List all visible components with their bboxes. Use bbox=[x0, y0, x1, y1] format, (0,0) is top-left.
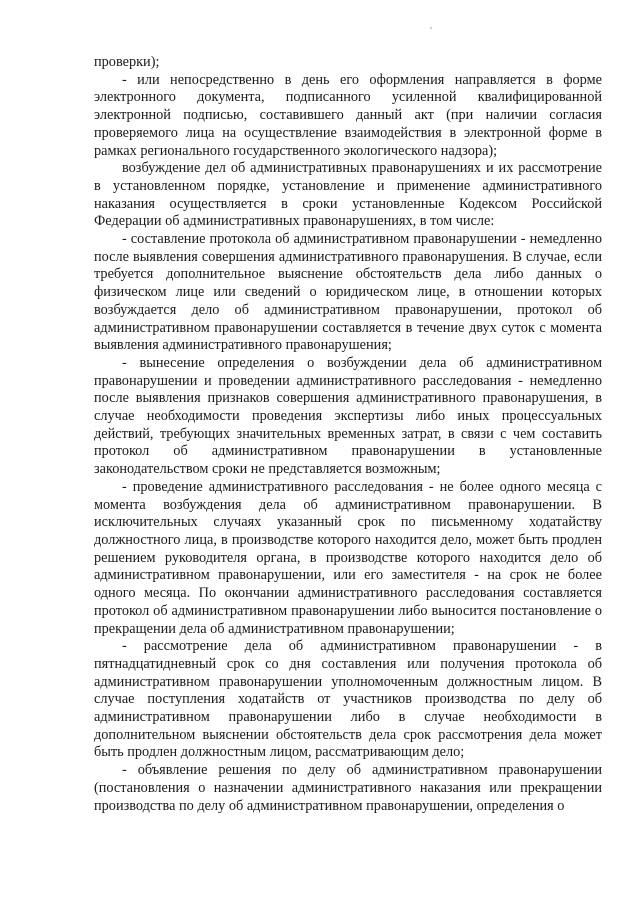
paragraph-case-initiation: возбуждение дел об административных правонарушениях и их рассмотрение в установленном порядке, установление и применение административного наказания осуществляется в сроки установленные Кодексом Российской Федерации об административных правонарушениях, в том числе: bbox=[94, 160, 602, 230]
scan-speck bbox=[430, 27, 432, 29]
paragraph-investigation-ruling: - вынесение определения о возбуждении дела об административном правонарушении и проведении административного расследования - немедленно после выявления признаков совершения административного правонарушения, в случае необходимости проведения экспертизы либо иных процессуальных действий, требующих значительных временных затрат, в связи с чем составить протокол об административном правонарушении в установленные законодательством сроки не представляется возможным; bbox=[94, 354, 602, 478]
paragraph-investigation-duration: - проведение административного расследования - не более одного месяца с момента возбуждения дела об административном правонарушении. В исключительных случаях указанный срок по письменному ходатайству должностного лица, в производстве которого находится дело, может быть продлен решением руководителя органа, в производстве которого находится дело об административном правонарушении, или его заместителя - на срок не более одного месяца. По окончании административного расследования составляется протокол об административном правонарушении либо выносится постановление о прекращении дела об административном правонарушении; bbox=[94, 478, 602, 637]
document-body bbox=[94, 54, 602, 815]
paragraph-decision-announcement: - объявление решения по делу об административном правонарушении (постановления о назначении административного наказания или прекращении производства по делу об административном правонарушении, определения о bbox=[94, 762, 602, 814]
paragraph-protocol: - составление протокола об административном правонарушении - немедленно после выявления совершения административного правонарушения. В случае, если требуется дополнительное выяснение обстоятельств дела либо данных о физическом лице или сведений о юридическом лице, в отношении которых возбуждается дело об административном правонарушении, протокол об административном правонарушении составляется в течение двух суток с момента выявления административного правонарушения; bbox=[94, 231, 602, 354]
paragraph-case-review: - рассмотрение дела об административном правонарушении - в пятнадцатидневный срок со дня составления или получения протокола об административном правонарушении уполномоченным должностным лицом. В случае поступления ходатайств от участников производства по делу об административном правонарушении либо в случае необходимости в дополнительном выяснении обстоятельств дела срок рассмотрения дела может быть продлен должностным лицом, рассматривающим дело; bbox=[94, 638, 602, 761]
paragraph-electronic-document: - или непосредственно в день его оформления направляется в форме электронного документа, подписанного усиленной квалифицированной электронной подписью, составившего данный акт (при наличии согласия проверяемого лица на осуществление взаимодействия в электронной форме в рамках регионального государственного экологического надзора); bbox=[94, 71, 602, 159]
paragraph-continuation: проверки); bbox=[94, 54, 160, 70]
